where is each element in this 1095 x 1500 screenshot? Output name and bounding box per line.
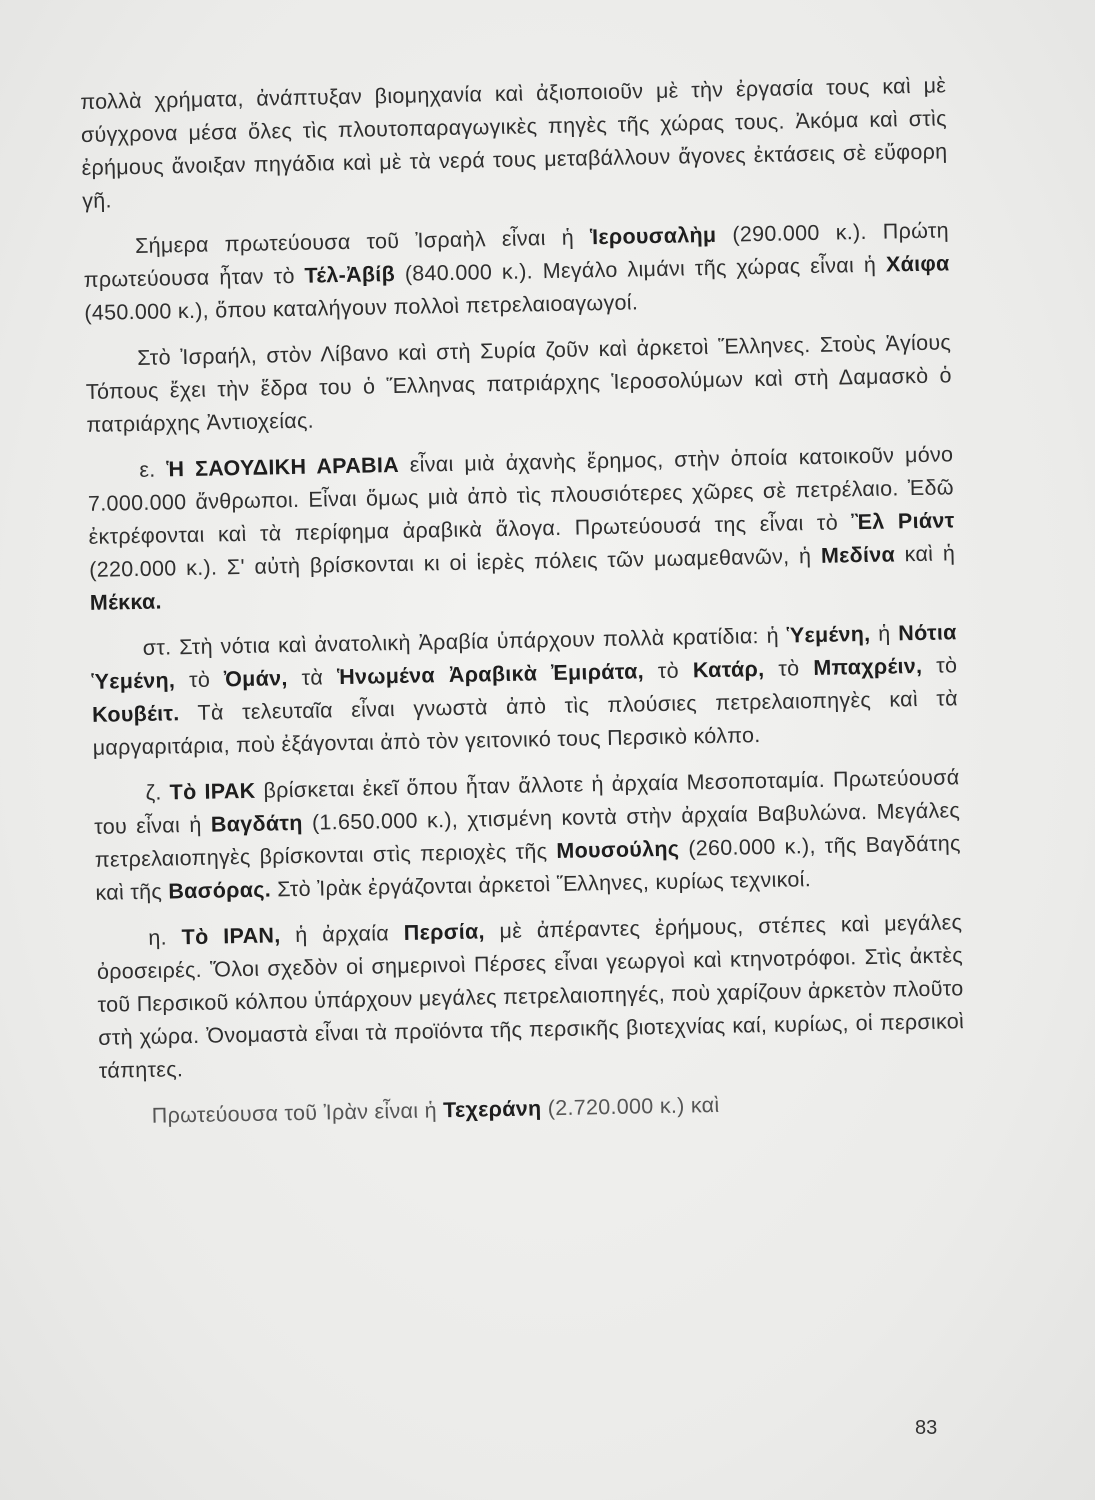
text-run: τὸ [643,658,694,684]
text-run: Στὸ Ἰρὰκ ἐργάζονται ἀρκετοὶ Ἕλληνες, κυρίως τεχνικοί. [270,867,812,902]
bold-term: Βασόρας. [168,877,272,904]
text-run: η. [148,925,182,950]
paragraph [99,1084,965,1134]
text-run: (840.000 κ.). Μεγάλο λιμάνι τῆς χώρας εἶναι ἡ [394,252,887,286]
text-run: Τὰ τελευταῖα εἶναι γνωστὰ ἀπὸ τὶς πλούσιες πετρελαιοπηγὲς καὶ τὰ μαργαριτάρια, ποὺ ἐξάγονται ἀπὸ τὸν γειτονικό τους Περσικὸ κόλπο. [92,686,959,760]
body-text [80,69,966,1146]
bold-term: Νότια Ὑεμένη, [91,620,957,694]
text-run: στ. Στὴ νότια καὶ ἀνατολικὴ Ἀραβία ὑπάρχουν πολλὰ κρατίδια: ἡ [142,623,787,660]
bold-term: Τεχεράνη [442,1096,542,1123]
paragraph [83,214,951,330]
text-run: (2.720.000 κ.) καὶ [541,1092,720,1121]
text-run: τὸ [764,656,814,681]
paragraph [80,69,948,218]
text-run: (450.000 κ.), ὅπου καταλήγουν πολλοὶ πετρελαιοαγωγοί. [84,290,639,325]
bold-term: Τὸ ΙΡΑΝ, [181,923,281,950]
bold-term: Ἡ ΣΑΟΥΔΙΚΗ ΑΡΑΒΙΑ [166,452,400,482]
text-run: τὸ [922,653,958,678]
text-run: ἡ ἀρχαία [280,920,404,948]
bold-term: Μεδίνα [820,542,896,568]
bold-term: Βαγδάτη [210,810,303,837]
bold-term: Ὑεμένη, [786,621,871,648]
text-run: τὰ [287,665,338,691]
bold-term: Ἒλ Ριάντ [851,508,955,535]
bold-term: Τέλ-Ἀβίβ [304,261,396,288]
text-run: (1.650.000 κ.), χτισμένη κοντὰ στὴν ἀρχαία Βαβυλώνα. Μεγάλες πετρελαιοπηγὲς βρίσκονται στὶς περιοχὲς τῆς [94,798,961,872]
page-number: 83 [915,1417,938,1439]
paragraph [96,906,965,1088]
bold-term: Τὸ ΙΡΑΚ [169,778,256,805]
text-run: μὲ ἀπέραντες ἐρήμους, στέπες καὶ μεγάλες ὀροσειρές. Ὅλοι σχεδὸν οἱ σημερινοὶ Πέρσες εἶναι γεωργοὶ καὶ κτηνοτρόφοι. Στὶς ἀκτὲς τοῦ Περσικοῦ κόλπου ὑπάρχουν μεγάλες πετρελαιοπηγές, ποὺ χαρίζουν ἀρκετὸν πλοῦτο στὴ χώρα. Ὀνομαστὰ εἶναι τὰ προϊόντα τῆς περσικῆς βιοτεχνίας καί, κυρίως, οἱ περσικοὶ τάπητες. [96,910,965,1083]
text-run: ζ. [145,780,170,805]
bold-term: Ὀμάν, [223,666,288,692]
text-run: καὶ ἡ [894,541,956,567]
bold-term: Μέκκα. [89,589,163,615]
bold-term: Κουβέιτ. [91,701,180,727]
text-run: ἡ [870,621,899,646]
text-run: Στὸ Ἰσραήλ, στὸν Λίβανο καὶ στὴ Συρία ζοῦν καὶ ἀρκετοὶ Ἕλληνες. Στοὺς Ἁγίους Τόπους ἔχει τὴν ἕδρα του ὁ Ἕλληνας πατριάρχης Ἱεροσολύμων καὶ στὴ Δαμασκὸ ὁ πατριάρχης Ἀντιοχείας. [85,330,952,437]
paragraph [85,326,953,442]
text-run: (260.000 κ.), τῆς Βαγδάτης καὶ τῆς [95,831,961,905]
text-run: Σήμερα πρωτεύουσα τοῦ Ἰσραὴλ εἶναι ἡ [134,225,591,258]
bold-term: Μουσούλης [556,836,680,863]
paragraph [91,616,959,765]
paragraph [93,761,961,910]
bold-term: Χάιφα [885,251,950,277]
text-run: βρίσκεται ἐκεῖ ὅπου ἦταν ἄλλοτε ἡ ἀρχαία Μεσοποταμία. Πρωτεύουσά του εἶναι ἡ [93,765,960,839]
text-run: πολλὰ χρήματα, ἀνάπτυξαν βιομηχανία καὶ ἀξιοποιοῦν μὲ τὴν ἐργασία τους καὶ μὲ σύγχρονα μέσα ὅλες τὶς πλουτοπαραγωγικὲς πηγὲς τῆς χώρας τους. Ἀκόμα καὶ στὶς ἐρήμους ἄνοιξαν πηγάδια καὶ μὲ τὰ νερά τους μεταβάλλουν ἄγονες ἐκτάσεις σὲ εὔφορη γῆ. [80,73,948,213]
bold-term: Περσία, [403,919,485,945]
paragraph [87,438,956,620]
text-run: (290.000 κ.). Πρώτη πρωτεύουσα ἦταν τὸ [83,218,950,292]
text-run: (220.000 κ.). Σ' αὐτὴ βρίσκονται κι οἱ ἱερὲς πόλεις τῶν μωαμεθανῶν, ἡ [89,543,822,582]
bold-term: Μπαχρέιν, [813,653,923,681]
bold-term: Ἱερουσαλὴμ [589,222,717,250]
bold-term: Κατάρ, [692,656,765,683]
text-run: εἶναι μιὰ ἀχανὴς ἔρημος, στὴν ὁποία κατοικοῦν μόνο 7.000.000 ἄνθρωποι. Εἶναι ὅμως μιὰ ἀπὸ τὶς πλουσιότερες χῶρες σὲ πετρέλαιο. Ἐδῶ ἐκτρέφονται καὶ τὰ περίφημα ἀραβικὰ ἄλογα. Πρωτεύουσά της εἶναι τὸ [87,442,955,549]
text-run: Πρωτεύουσα τοῦ Ἰρὰν εἶναι ἡ [151,1098,444,1128]
bold-term: Ἡνωμένα Ἀραβικὰ Ἐμιράτα, [336,659,645,690]
text-run: ε. [139,457,167,482]
text-run: τὸ [174,667,225,693]
